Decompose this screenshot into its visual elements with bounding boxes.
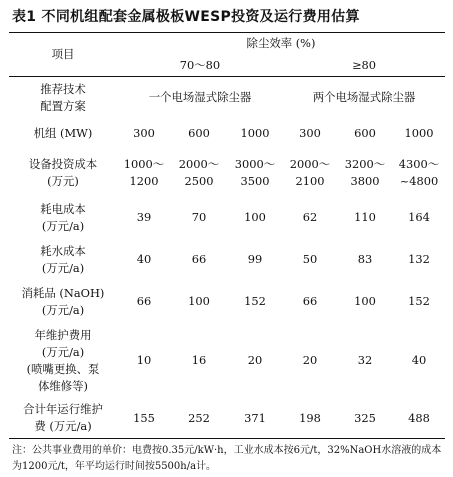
row-value: 39: [136, 210, 152, 224]
row-value: 1000～ 1200: [123, 156, 165, 188]
table-row: [9, 149, 445, 197]
cost-table: [9, 32, 445, 439]
row-value: 152: [244, 294, 266, 308]
row-value: 70: [191, 210, 207, 224]
row-value: 66: [191, 252, 207, 266]
row-value: 488: [393, 399, 445, 439]
row-value: 40: [136, 252, 152, 266]
row-label: 消耗品 (NaOH) (万元/a): [21, 285, 105, 317]
row-value: 62: [302, 210, 318, 224]
table-row: [9, 281, 445, 323]
row-value: 198: [283, 399, 337, 439]
table-note: 注：公共事业费用的单价：电费按0.35元/kW·h，工业水成本按6元/t，32%NaOH水溶液的成本为1200元/t，年平均运行时间按5500h/a计。: [12, 445, 442, 472]
row-value: 4300～ ~4800: [398, 156, 440, 188]
table-title: 表1 不同机组配套金属极板WESP投资及运行费用估算: [12, 9, 360, 25]
row-value: 100: [244, 210, 266, 224]
row-value: 50: [302, 252, 318, 266]
row-value: 100: [188, 294, 210, 308]
row-value: 300: [133, 126, 155, 140]
table-row: [9, 323, 445, 399]
row-value: 371: [227, 399, 283, 439]
row-value: 110: [354, 210, 376, 224]
row-value: 600: [354, 126, 376, 140]
header-item: 项目: [9, 33, 117, 77]
table-row: [9, 197, 445, 239]
row-label: 年维护费用 (万元/a) (喷嘴更换、泵 体维修等): [26, 327, 100, 393]
table-row: [9, 399, 445, 439]
row-label: 耗电成本 (万元/a): [40, 201, 86, 233]
row-value: 20: [247, 353, 263, 367]
row-value: 40: [411, 353, 427, 367]
row-value: 32: [357, 353, 373, 367]
row-value: 325: [337, 399, 393, 439]
row-label: 机组 (MW): [33, 126, 93, 140]
row-value: 10: [136, 353, 152, 367]
row-value: 155: [117, 399, 171, 439]
header-range-high: ≥80: [283, 55, 445, 77]
row-value: 300: [299, 126, 321, 140]
row-value: 99: [247, 252, 263, 266]
row-value: 100: [354, 294, 376, 308]
row-label: 设备投资成本 (万元): [28, 156, 98, 188]
row-value: 20: [302, 353, 318, 367]
table-row: [9, 119, 445, 149]
header-scheme-two: 两个电场湿式除尘器: [312, 90, 416, 105]
row-value: 600: [188, 126, 210, 140]
header-range-low: 70～80: [117, 55, 283, 77]
row-value: 132: [408, 252, 430, 266]
row-value: 164: [408, 210, 430, 224]
row-value: 2000～ 2100: [289, 156, 331, 188]
row-value: 66: [302, 294, 318, 308]
header-efficiency: 除尘效率 (%): [117, 33, 445, 55]
row-value: 66: [136, 294, 152, 308]
row-value: 83: [357, 252, 373, 266]
row-value: 16: [191, 353, 207, 367]
header-scheme-one: 一个电场湿式除尘器: [148, 90, 252, 105]
row-value: 1000: [404, 126, 434, 140]
header-scheme-label: 推荐技术 配置方案: [40, 81, 86, 113]
row-value: 1000: [240, 126, 270, 140]
row-value: 3200～ 3800: [344, 156, 386, 188]
row-value: 2000～ 2500: [178, 156, 220, 188]
row-label: 耗水成本 (万元/a): [40, 243, 86, 275]
row-value: 252: [171, 399, 227, 439]
row-value: 152: [408, 294, 430, 308]
table-row: [9, 239, 445, 281]
row-label: 合计年运行维护 费 (万元/a): [9, 399, 117, 439]
row-value: 3000～ 3500: [234, 156, 276, 188]
